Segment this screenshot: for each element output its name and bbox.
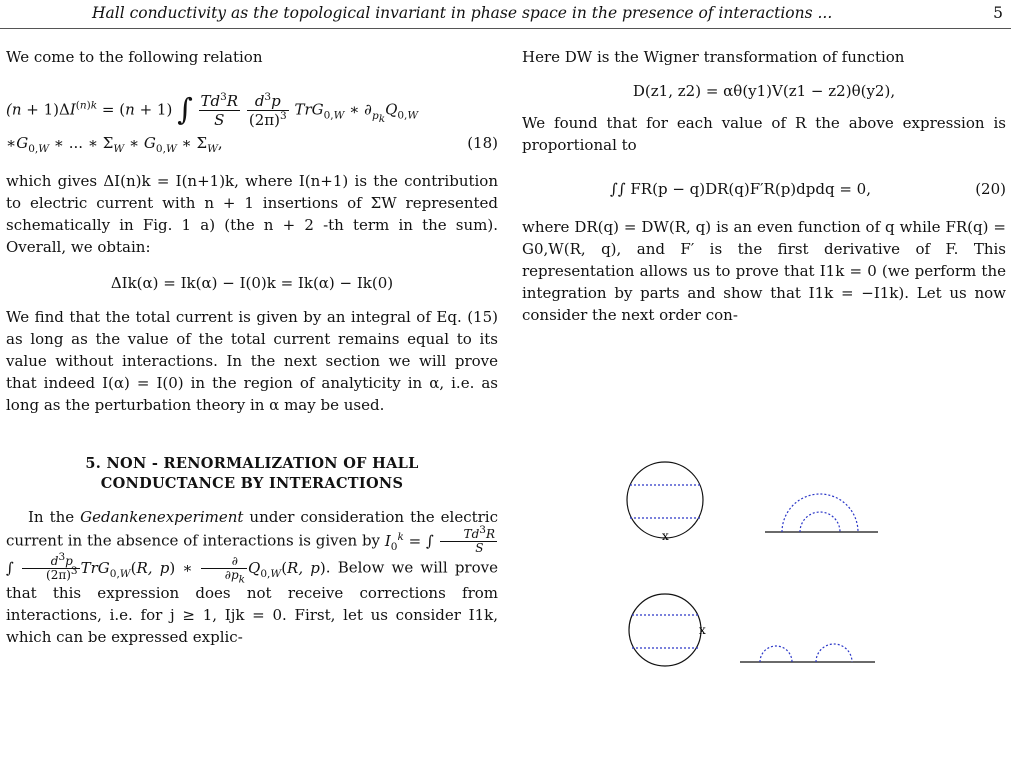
diagram-circle-top bbox=[627, 462, 703, 543]
inline-formula-i0: $I_0^k$ = ∫ $\frac{Td^3R}{S}$ ∫ $\frac{d^3p}{(2\pi)^3}$ TrG$_{0,W}$(R, p) ∗ $\frac{\partial}{\partial p_k}$ $Q_{0,W}(R$, p) bbox=[6, 524, 496, 586]
equation-D: D(z1, z2) = αθ(y1)V(z1 − z2)θ(y2), bbox=[632, 82, 896, 100]
equation-20: ∫∫ FR(p − q)DR(q)F′R(p)dpdq = 0, (20) bbox=[610, 180, 1006, 198]
feynman-diagrams-svg bbox=[620, 460, 890, 690]
paragraph-delta bbox=[6, 170, 498, 258]
equation-18-line2: $∗G_{0,W}$ ∗ ... ∗ $\Sigma_W$ ∗ $G_{0,W}$ ∗ $\Sigma_W$, (18) bbox=[6, 134, 498, 155]
vertex-mark-top: x bbox=[662, 529, 669, 543]
paragraph-intro: We come to the following relation bbox=[6, 48, 263, 66]
diagram-nested-arcs bbox=[765, 494, 878, 532]
paragraph-gedanken: In the Gedankenexperiment under consideration the electric current in the absence of interactions is given by $I_0^k$ = ∫ $\frac{Td^3R}{S}$ ∫ $\frac{d^3p}{(2\pi)^3}$ TrG$_{0,W}$(R, p) ∗ $\frac{\partial}{\partial p_k}$ $Q_{0,W}(R$, p). Below we will prove that this expression does not receive corrections from interactions, i.e. for j ≥ 1, Ijk = 0. First, let us consider I1k, which can be expressed explic- bbox=[6, 508, 499, 646]
right-column bbox=[522, 36, 1006, 326]
emphasis-gedanken: Gedankenexperiment bbox=[80, 508, 244, 526]
section-heading bbox=[6, 454, 498, 494]
running-title: Hall conductivity as the topological invariant in phase space in the presence of interactions ... bbox=[92, 4, 833, 22]
paragraph-representation: where DR(q) = DW(R, q) is an even function of q while FR(q) = G0,W(R, q), and F′ is the first derivative of F. This representation allows us to prove that I1k = 0 (we perform the integration by parts and show that I1k = −I1k). Let us now consider the next order con- bbox=[522, 218, 1006, 324]
equation-number-18: (18) bbox=[467, 134, 498, 152]
left-column bbox=[6, 36, 498, 648]
equation-18: $(n + 1)\Delta I^{(n)k} = (n + 1)$ ∫ $\frac{Td^3R}{S}$ $\frac{d^3p}{(2\pi)^3}$ TrG$_{0,W}$ ∗ $\partial_{p_k}Q_{0,W}$ bbox=[6, 91, 419, 129]
feynman-diagrams-figure bbox=[620, 460, 890, 690]
paragraph-delta-text: which gives ΔI(n)k = I(n+1)k, where I(n+1) is the contribution to electric current with n + 1 insertions of ΣW represented schematically in Fig. 1 a) (the n + 2 -th term in the sum). Overall, we obtain: bbox=[6, 172, 498, 256]
equation-number-20: (20) bbox=[975, 180, 1006, 198]
diagram-circle-bottom bbox=[629, 594, 706, 666]
paragraph-wigner: Here DW is the Wigner transformation of function bbox=[522, 48, 905, 66]
equation-delta: ΔIk(α) = Ik(α) − I(0)k = Ik(α) − Ik(0) bbox=[110, 274, 394, 292]
vertex-mark-bottom: x bbox=[699, 623, 706, 637]
paragraph-proportional: We found that for each value of R the above expression is proportional to bbox=[522, 114, 1006, 154]
page-number: 5 bbox=[993, 4, 1003, 22]
running-header bbox=[0, 0, 1011, 29]
diagram-double-arcs bbox=[740, 644, 875, 662]
section-heading-line1: 5. NON - RENORMALIZATION OF HALL bbox=[85, 455, 419, 472]
section-heading-line2: CONDUCTANCE BY INTERACTIONS bbox=[100, 475, 404, 492]
paragraph-total-current: We find that the total current is given by an integral of Eq. (15) as long as the value of the total current remains equal to its value without interactions. In the next section we will prove that indeed I(α) = I(0) in the region of analyticity in α, i.e. as long as the perturbation theory in α may be used. bbox=[6, 308, 498, 414]
